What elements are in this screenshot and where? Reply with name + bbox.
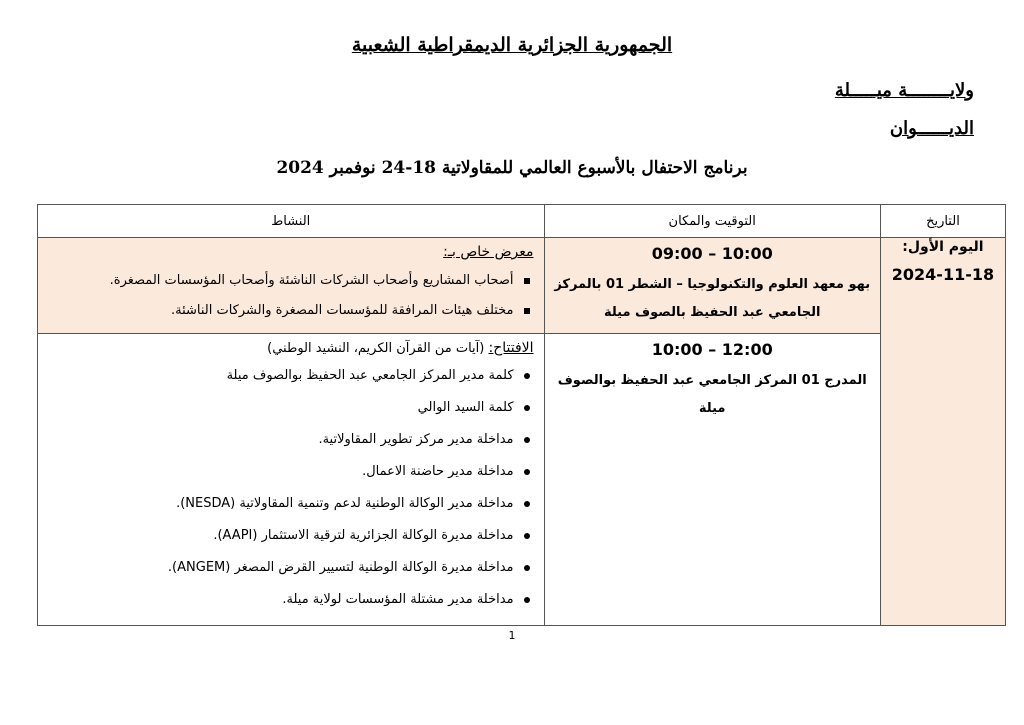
list-item: مداخلة مدير مشتلة المؤسسات لولاية ميلة. bbox=[48, 584, 534, 616]
time-place-cell bbox=[544, 334, 880, 626]
wilaya-label: ولايــــــــة ميـــــلة bbox=[834, 80, 974, 101]
list-item: أصحاب المشاريع وأصحاب الشركات الناشئة وأصحاب المؤسسات المصغرة. bbox=[48, 266, 534, 296]
activity-heading-detail: (آيات من القرآن الكريم، النشيد الوطني) bbox=[267, 341, 489, 356]
date-cell bbox=[880, 238, 1005, 626]
table-row bbox=[38, 334, 1006, 626]
header-date: التاريخ bbox=[880, 205, 1005, 238]
program-title: برنامج الاحتفال بالأسبوع العالمي للمقاولاتية 18-24 نوفمبر 2024 bbox=[276, 158, 748, 178]
page-number: 1 bbox=[508, 629, 516, 642]
list-item: مداخلة مدير مركز تطوير المقاولاتية. bbox=[48, 424, 534, 456]
day-label: اليوم الأول: bbox=[902, 239, 984, 255]
diwan-label: الديــــــوان bbox=[889, 118, 974, 139]
list-item: مختلف هيئات المرافقة للمؤسسات المصغرة والشركات الناشئة. bbox=[48, 296, 534, 326]
list-item: مداخلة مديرة الوكالة الوطنية لتسيير القرض المصغر (ANGEM). bbox=[48, 552, 534, 584]
header-time-place: التوقيت والمكان bbox=[544, 205, 880, 238]
day-date: 2024-11-18 bbox=[891, 265, 995, 284]
table-header-row bbox=[38, 205, 1006, 238]
time-slot: 09:00 – 10:00 bbox=[651, 244, 773, 263]
header-activity: النشاط bbox=[38, 205, 545, 238]
list-item: كلمة مدير المركز الجامعي عبد الحفيظ بوالصوف ميلة bbox=[48, 360, 534, 392]
list-item: مداخلة مديرة الوكالة الجزائرية لترقية الاستثمار (AAPI). bbox=[48, 520, 534, 552]
republic-title: الجمهورية الجزائرية الديمقراطية الشعبية bbox=[351, 34, 673, 56]
place-text: بهو معهد العلوم والتكنولوجيا – الشطر 01 بالمركز الجامعي عبد الحفيظ بالصوف ميلة bbox=[554, 277, 871, 320]
activity-cell bbox=[38, 238, 545, 334]
list-item: كلمة السيد الوالي bbox=[48, 392, 534, 424]
table-row bbox=[38, 238, 1006, 334]
activity-heading: الافتتاح: bbox=[488, 340, 534, 356]
time-slot: 10:00 – 12:00 bbox=[651, 340, 773, 359]
list-item: مداخلة مدير الوكالة الوطنية لدعم وتنمية المقاولاتية (NESDA). bbox=[48, 488, 534, 520]
time-place-cell bbox=[544, 238, 880, 334]
activity-heading: معرض خاص بـ: bbox=[443, 244, 534, 260]
activity-list bbox=[48, 266, 534, 326]
schedule-table bbox=[37, 204, 1006, 626]
place-text: المدرج 01 المركز الجامعي عبد الحفيظ بوالصوف ميلة bbox=[557, 373, 867, 416]
list-item: مداخلة مدير حاضنة الاعمال. bbox=[48, 456, 534, 488]
activity-list bbox=[48, 360, 534, 616]
activity-cell bbox=[38, 334, 545, 626]
